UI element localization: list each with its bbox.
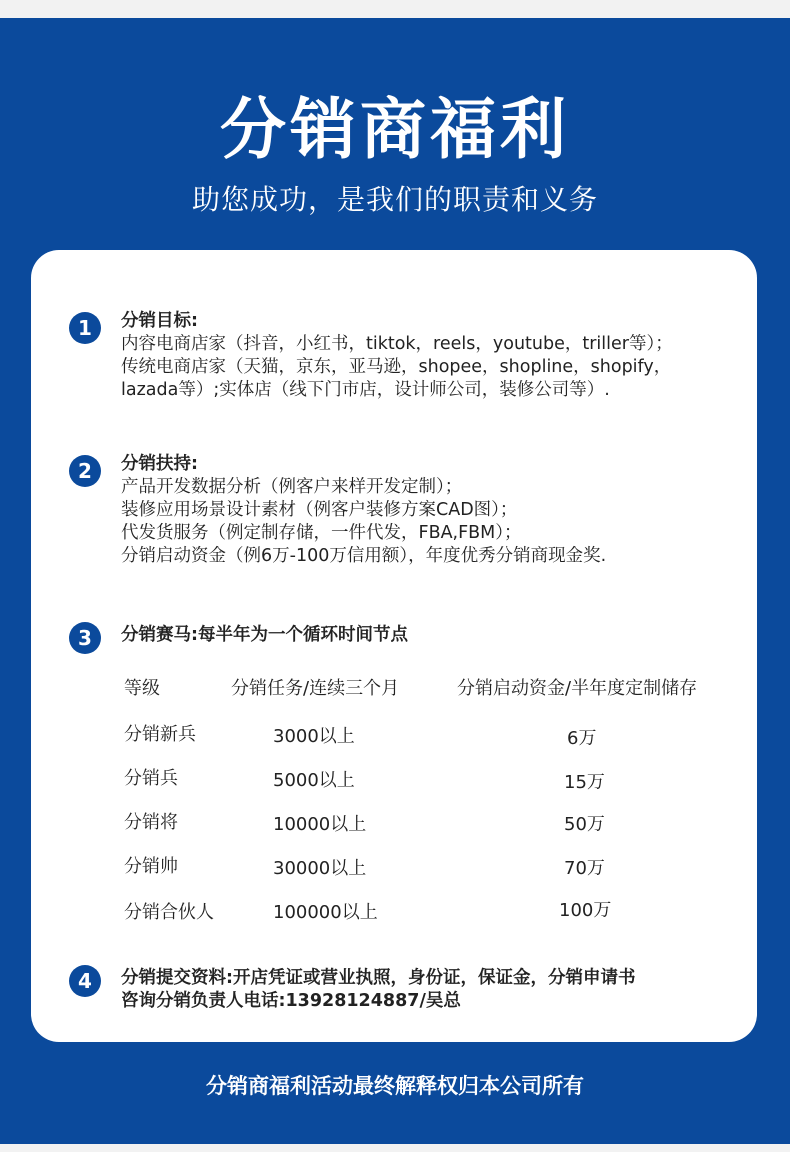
content-card bbox=[31, 250, 757, 1042]
table-cell-level: 分销兵 bbox=[124, 768, 178, 789]
table-cell-task: 30000以上 bbox=[273, 858, 367, 879]
section-body bbox=[121, 967, 741, 1013]
section-line: 传统电商店家（天猫，京东，亚马逊，shopee，shopline，shopify， bbox=[121, 357, 672, 377]
section-heading: 分销提交资料:开店凭证或营业执照，身份证，保证金，分销申请书 bbox=[121, 968, 636, 988]
section-line: lazada等）;实体店（线下门市店，设计师公司，装修公司等）. bbox=[121, 380, 610, 400]
table-cell-level: 分销合伙人 bbox=[124, 902, 214, 923]
table-cell-fund: 100万 bbox=[559, 900, 612, 921]
section-line: 代发货服务（例定制存储，一件代发，FBA,FBM）； bbox=[121, 523, 522, 543]
table-header-fund: 分销启动资金/半年度定制储存 bbox=[457, 678, 698, 699]
section-number-badge: 1 bbox=[69, 312, 101, 344]
section-line: 产品开发数据分析（例客户来样开发定制）； bbox=[121, 477, 463, 497]
section-heading: 分销目标: bbox=[121, 311, 198, 331]
section-heading: 分销扶持: bbox=[121, 454, 198, 474]
table-cell-level: 分销新兵 bbox=[124, 724, 196, 745]
table-cell-task: 100000以上 bbox=[273, 902, 378, 923]
table-cell-task: 5000以上 bbox=[273, 770, 355, 791]
section-heading: 分销赛马:每半年为一个循环时间节点 bbox=[121, 625, 408, 645]
section-body bbox=[121, 624, 741, 647]
table-cell-level: 分销帅 bbox=[124, 856, 178, 877]
section-line: 装修应用场景设计素材（例客户装修方案CAD图）； bbox=[121, 500, 518, 520]
page-subtitle: 助您成功，是我们的职责和义务 bbox=[191, 183, 598, 216]
table-header-task: 分销任务/连续三个月 bbox=[231, 678, 400, 699]
section-line: 分销启动资金（例6万-100万信用额），年度优秀分销商现金奖. bbox=[121, 546, 607, 566]
section-body bbox=[121, 310, 741, 402]
section-line: 内容电商店家（抖音，小红书，tiktok，reels，youtube，triller等）； bbox=[121, 334, 673, 354]
table-cell-task: 3000以上 bbox=[273, 726, 355, 747]
table-cell-fund: 50万 bbox=[564, 814, 605, 835]
table-cell-fund: 15万 bbox=[564, 772, 605, 793]
section-number-badge: 2 bbox=[69, 455, 101, 487]
table-header-level: 等级 bbox=[124, 678, 160, 699]
contact-line: 咨询分销负责人电话:13928124887/吴总 bbox=[121, 991, 461, 1011]
section-number-badge: 4 bbox=[69, 965, 101, 997]
table-cell-level: 分销将 bbox=[124, 812, 178, 833]
table-cell-task: 10000以上 bbox=[273, 814, 367, 835]
section-body bbox=[121, 453, 741, 568]
section-number-badge: 3 bbox=[69, 622, 101, 654]
page-title: 分销商福利 bbox=[220, 91, 570, 168]
footer-disclaimer: 分销商福利活动最终解释权归本公司所有 bbox=[206, 1074, 584, 1098]
table-cell-fund: 6万 bbox=[567, 728, 597, 749]
table-cell-fund: 70万 bbox=[564, 858, 605, 879]
